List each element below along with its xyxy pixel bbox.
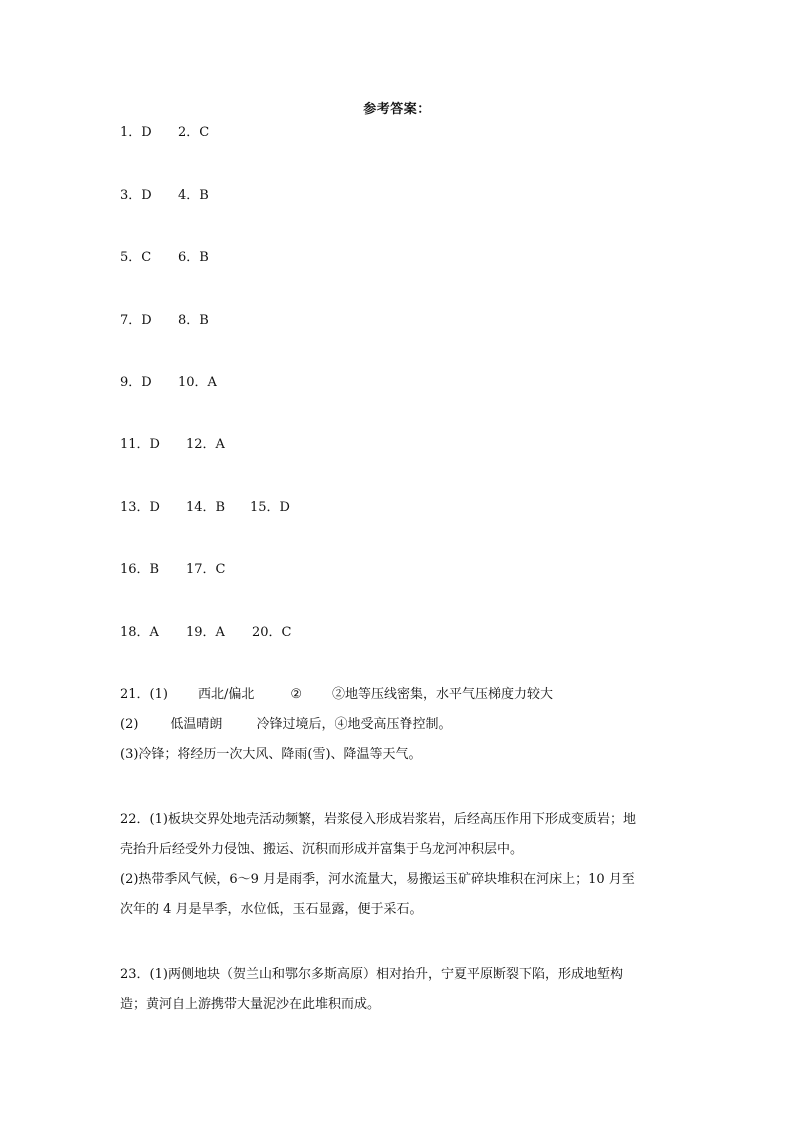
answer-item: 14．B (186, 500, 226, 515)
answer-row (120, 436, 225, 454)
q21-answer: 低温晴朗 (170, 717, 223, 732)
page-title: 参考答案： (363, 102, 431, 117)
q22-line: 壳抬升后经受外力侵蚀、搬运、沉积而形成并富集于乌龙河冲积层中。 (120, 842, 524, 857)
q21-answer: 西北/偏北 (197, 687, 255, 702)
answer-row (120, 624, 292, 642)
answer-row (120, 187, 209, 205)
answer-row (120, 561, 226, 579)
q23-line: 23．(1)两侧地块（贺兰山和鄂尔多斯高原）相对抬升，宁夏平原断裂下陷，形成地堑构 (120, 967, 623, 982)
answer-row (120, 249, 209, 267)
answer-item: 3．D (120, 188, 152, 203)
answer-row (120, 499, 290, 517)
answer-row (120, 312, 209, 330)
answer-item: 2．C (178, 125, 210, 140)
q21-answer: 冷锋过境后，④地受高压脊控制。 (256, 717, 452, 732)
answer-item: 4．B (178, 188, 209, 203)
q21-answer: ②地等压线密集，水平气压梯度力较大 (332, 687, 554, 702)
answer-item: 16．B (120, 562, 160, 577)
q23-block (120, 960, 680, 1020)
answer-row (120, 124, 209, 142)
q23-line: 造；黄河自上游携带大量泥沙在此堆积而成。 (120, 997, 381, 1012)
q21-number: (2) (120, 717, 139, 732)
answer-item: 18．A (120, 625, 159, 640)
q21-block (120, 680, 680, 770)
answer-item: 1．D (120, 125, 152, 140)
answer-item: 13．D (120, 500, 160, 515)
q21-number: 21．(1) (120, 687, 168, 702)
q21-line (120, 710, 680, 740)
answer-item: 11．D (120, 437, 160, 452)
q22-line: 22．(1)板块交界处地壳活动频繁，岩浆侵入形成岩浆岩，后经高压作用下形成变质岩；地 (120, 812, 636, 827)
q21-line: (3)冷锋；将经历一次大风、降雨(雪)、降温等天气。 (120, 747, 422, 762)
answer-item: 20．C (252, 625, 292, 640)
answer-item: 9．D (120, 375, 152, 390)
q22-line: 次年的 4 月是旱季，水位低，玉石显露，便于采石。 (120, 902, 423, 917)
q21-answer: ② (290, 687, 303, 702)
answer-item: 5．C (120, 250, 152, 265)
answer-item: 6．B (178, 250, 209, 265)
answer-item: 19．A (186, 625, 225, 640)
q21-line (120, 680, 680, 710)
answer-item: 10．A (178, 375, 217, 390)
q22-block (120, 805, 680, 925)
q22-line: (2)热带季风气候，6～9 月是雨季，河水流量大，易搬运玉矿碎块堆积在河床上；10 月至 (120, 872, 635, 887)
answer-item: 8．B (178, 313, 209, 328)
answer-item: 15．D (250, 500, 290, 515)
answer-row (120, 374, 217, 392)
answer-item: 12．A (186, 437, 225, 452)
answer-item: 17．C (186, 562, 226, 577)
answer-item: 7．D (120, 313, 152, 328)
